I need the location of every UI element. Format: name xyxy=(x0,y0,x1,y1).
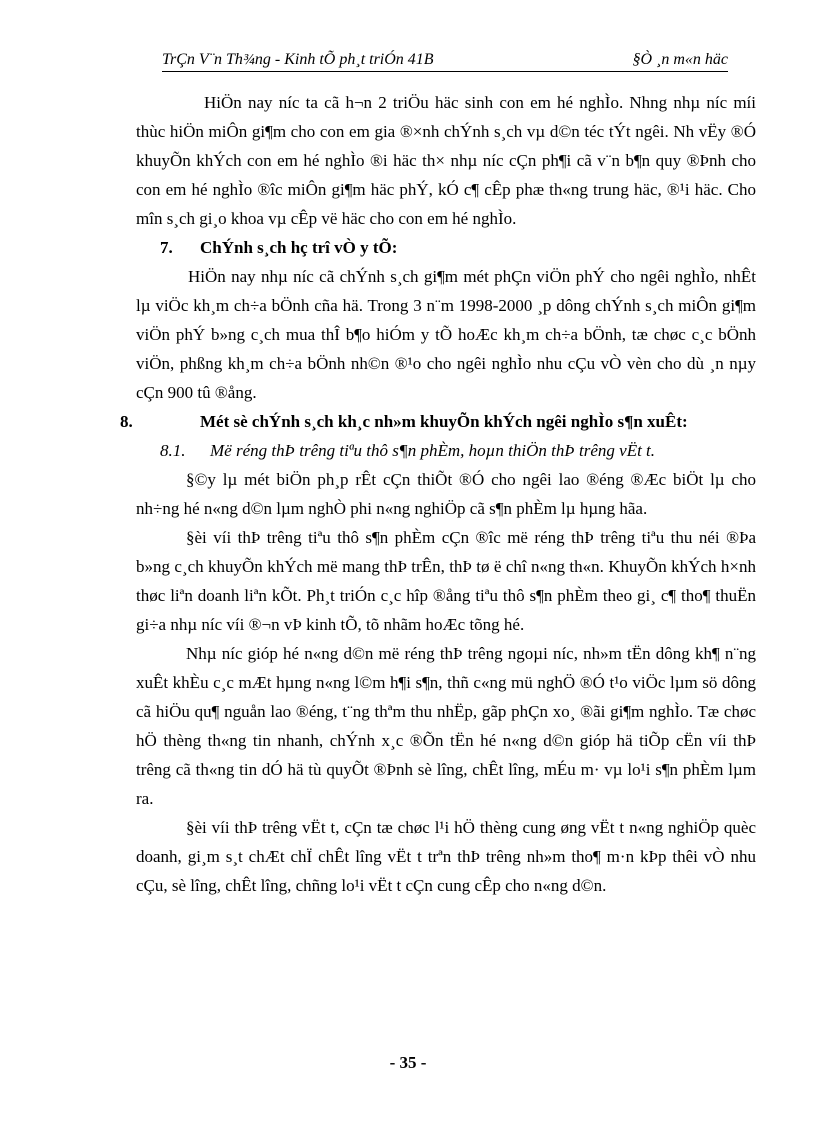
section-number: 7. xyxy=(160,238,173,257)
page-body xyxy=(120,88,756,900)
paragraph-market-intro: §©y lµ mét biÖn ph¸p rÊt cÇn thiÕt ®Ó cho ngêi lao ®éng ®Æc biÖt lµ cho nh÷ng hé n«ng d©n lµm nghÒ phi n«ng nghiÖp cã s¶n phÈm lµ hµng hãa. xyxy=(136,470,756,518)
section-heading-8 xyxy=(120,407,756,436)
section-title: ChÝnh s¸ch hç trî vÒ y tÕ: xyxy=(200,238,398,257)
subsection-title: Më réng thÞ trêng tiªu thô s¶n phÈm, hoµn thiÖn thÞ trêng vËt t. xyxy=(210,441,656,460)
header-author-title: TrÇn V¨n Th¾ng - Kinh tÕ ph¸t triÓn 41B xyxy=(162,51,434,68)
page-number: - 35 - xyxy=(389,1053,427,1072)
subsection-heading-8-1 xyxy=(136,436,756,465)
paragraph-health-support: HiÖn nay nhµ níc cã chÝnh s¸ch gi¶m mét phÇn viÖn phÝ cho ngêi nghÌo, nhÊt lµ viÖc kh¸m ch÷a bÖnh cña hä. Trong 3 n¨m 1998-2000 ¸p dông chÝnh s¸ch miÔn gi¶m viÖn phÝ b»ng c¸ch mua thÎ b¶o hiÓm y tÕ hoÆc kh¸m ch÷a bÖnh, tæ chøc c¸c bÖnh viÖn, phßng kh¸m ch÷a bÖnh nh©n ®¹o cho ngêi nghÌo nhu cÇu vÒ vèn cho dù ¸n nµy cÇn 900 tû ®ång. xyxy=(136,267,756,402)
header-rule xyxy=(162,71,728,72)
paragraph-domestic-market: §èi víi thÞ trêng tiªu thô s¶n phÈm cÇn ®îc më réng thÞ trêng tiªu thu néi ®Þa b»ng c¸ch khuyÕn khÝch më mang thÞ trÊn, thÞ tø ë chî n«ng th«n. KhuyÕn khÝch h×nh thøc liªn doanh liªn kÕt. Ph¸t triÓn c¸c hîp ®ång tiªu thô s¶n phÈm theo gi¸ c¶ tho¶ thuËn gi÷a nhµ níc víi ®¬n vÞ kinh tÕ, tõ nhãm hoÆc tõng hé. xyxy=(136,528,756,634)
page-header xyxy=(162,48,728,72)
section-heading-7 xyxy=(136,233,756,262)
paragraph-education-support: HiÖn nay níc ta cã h¬n 2 triÖu häc sinh con em hé nghÌo. Nhng nhµ níc míi thùc hiÖn miÔn gi¶m cho con em gia ®×nh chÝnh s¸ch vµ d©n téc tÝt ngêi. Nh vËy ®Ó khuyÕn khÝch con em hé nghÌo ®i häc th× nhµ níc cÇn ph¶i cã v¨n b¶n quy ®Þnh cho con em hé nghÌo ®îc miÔn gi¶m häc phÝ, kÓ c¶ cÊp phæ th«ng trung häc, ®¹i häc. Cho mîn s¸ch gi¸o khoa vµ cÊp vë häc cho con em hé nghÌo. xyxy=(136,93,756,228)
subsection-number: 8.1. xyxy=(160,441,186,460)
paragraph-foreign-market: Nhµ níc gióp hé n«ng d©n më réng thÞ trêng ngoµi níc, nh»m tËn dông kh¶ n¨ng xuÊt khÈu c¸c mÆt hµng n«ng l©m h¶i s¶n, thñ c«ng mü nghÖ ®Ó t¹o viÖc lµm sö dông cã hiÖu qu¶ nguån lao ®éng, t¨ng thªm thu nhËp, gãp phÇn xo¸ ®ãi gi¶m nghÌo. Tæ chøc hÖ thèng th«ng tin nhanh, chÝnh x¸c ®Õn tËn hé n«ng d©n gióp hä tiÕp cËn víi thÞ trêng cã th«ng tin dÓ hä tù quyÕt ®Þnh sè lîng, chÊt lîng, mÉu m· vµ lo¹i s¶n phÈm lµm ra. xyxy=(136,644,756,808)
section-title: Mét sè chÝnh s¸ch kh¸c nh»m khuyÕn khÝch ngêi nghÌo s¶n xuÊt: xyxy=(200,412,688,431)
section-number: 8. xyxy=(120,412,133,431)
header-document-type: §Ò ¸n m«n häc xyxy=(632,51,728,68)
paragraph-supplies-market: §èi víi thÞ trêng vËt t, cÇn tæ chøc l¹i hÖ thèng cung øng vËt t n«ng nghiÖp quèc doanh, gi¸m s¸t chÆt chÏ chÊt lîng vËt t trªn thÞ trêng nh»m tho¶ m·n kÞp thêi vÒ nhu cÇu, sè lîng, chÊt lîng, chñng lo¹i vËt t cÇn cung cÊp cho n«ng d©n. xyxy=(136,818,756,895)
